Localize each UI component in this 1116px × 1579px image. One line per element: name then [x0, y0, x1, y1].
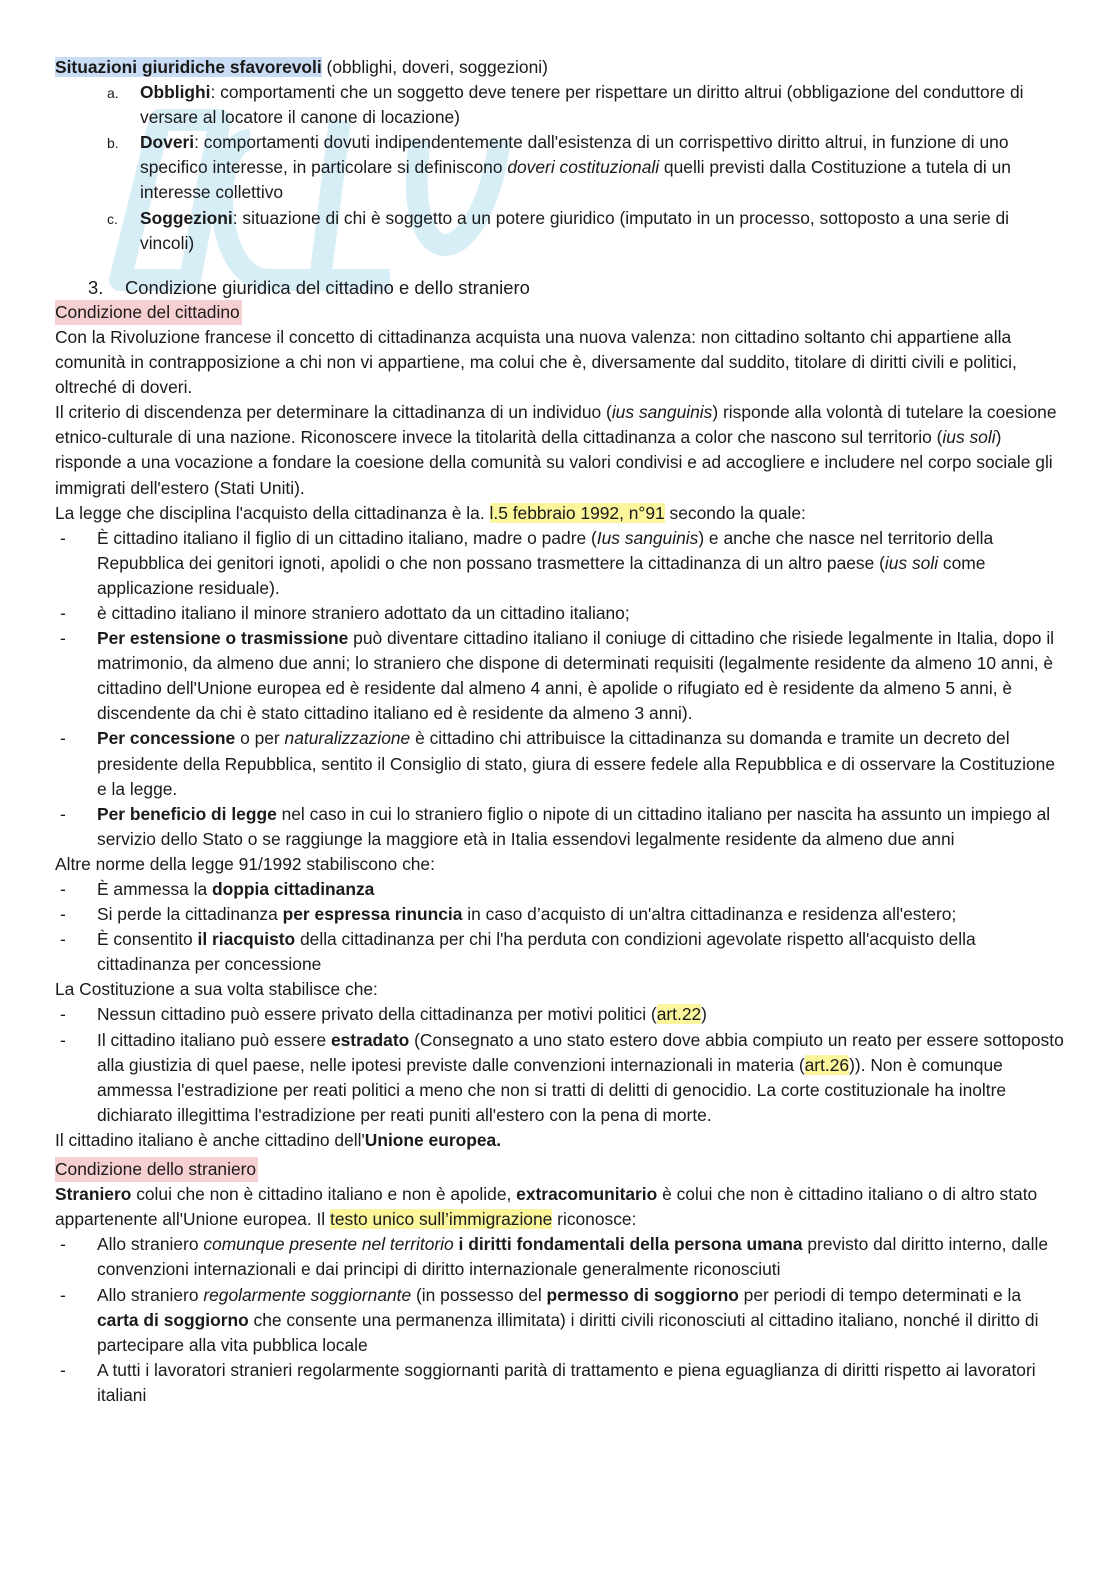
section-heading: 3. Condizione giuridica del cittadino e dello straniero [88, 276, 530, 298]
list-item: - È consentito il riacquisto della cittadinanza per chi l'ha perduta con condizioni agevolate rispetto all'acquisto della cittadinanza per concessione [60, 929, 976, 975]
paragraph: Con la Rivoluzione francese il concetto di cittadinanza acquista una nuova valenza: non cittadino soltanto chi appartiene alla comunità in contrapposizione a chi non vi appartiene, ma colui che è, diversamente dal suddito, titolare di diritti civili e politici, oltreché di doveri. [55, 326, 1017, 398]
paragraph: Il cittadino italiano è anche cittadino dell'Unione europea. [55, 1129, 502, 1150]
list-item: b. Doveri: comportamenti dovuti indipendentemente dall'esistenza di un corrispettivo diritto altrui, in funzione di uno specifico interesse, in particolare si definiscono doveri costituzionali quelli previsti dalla Costituzione a tutela di un interesse collettivo [107, 132, 1011, 203]
paragraph: Il criterio di discendenza per determinare la cittadinanza di un individuo (ius sanguinis) risponde alla volontà di tutelare la coesione etnico-culturale di una nazione. Riconoscere invece la titolarità della cittadinanza a color che nascono sul territorio (ius soli) risponde a una vocazione a fondare la coesione della comunità su valori condivisi e ad accogliere e includere nel corpo sociale gli immigrati dell'estero (Stati Uniti). [55, 402, 1057, 498]
straniero-list [55, 1232, 1065, 1408]
intro-title: Situazioni giuridiche sfavorevoli [55, 57, 322, 77]
list-item: - Per estensione o trasmissione può diventare cittadino italiano il coniuge di cittadino che risiede legalmente in Italia, dopo il matrimonio, da almeno due anni; lo straniero che dispone di determinati requisiti (legalmente residente da almeno 10 anni, è cittadino dell'Unione europea ed è residente dal almeno 4 anni, è apolide o rifugiato ed è residente da almeno 5 anni, è discendente da chi è stato cittadino italiano ed è residente da almeno 3 anni). [60, 628, 1055, 724]
list-item: - Allo straniero comunque presente nel territorio i diritti fondamentali della persona umana previsto dal diritto interno, dalle convenzioni internazionali e dai principi di diritto internazionale generalmente riconosciuti [60, 1234, 1049, 1280]
costituzione-list [55, 1002, 1065, 1127]
list-item: - Per beneficio di legge nel caso in cui lo straniero figlio o nipote di un cittadino italiano per nascita ha assunto un impiego al servizio dello Stato o se raggiunge la maggiore età in Italia essendovi legalmente residente da almeno due anni [60, 803, 1051, 849]
list-item: a. Obblighi: comportamenti che un soggetto deve tenere per rispettare un diritto altrui (obbligazione del conduttore di versare al locatore il canone di locazione) [107, 82, 1024, 128]
list-item: - A tutti i lavoratori stranieri regolarmente soggiornanti parità di trattamento e piena eguaglianza di diritti rispetto ai lavoratori italiani [60, 1359, 1036, 1405]
document-page [55, 55, 1065, 1408]
paragraph: La legge che disciplina l'acquisto della cittadinanza è la. l.5 febbraio 1992, n°91 secondo la quale: [55, 502, 806, 523]
paragraph: La Costituzione a sua volta stabilisce che: [55, 979, 378, 1000]
list-item: - è cittadino italiano il minore straniero adottato da un cittadino italiano; [60, 602, 630, 623]
list-item: - Nessun cittadino può essere privato della cittadinanza per motivi politici (art.22) [60, 1004, 707, 1025]
acquisto-list [55, 526, 1065, 852]
list-item: c. Soggezioni: situazione di chi è soggetto a un potere giuridico (imputato in un processo, sottoposto a una serie di vincoli) [107, 207, 1010, 253]
intro-title-line: Situazioni giuridiche sfavorevoli (obblighi, doveri, soggezioni) [55, 57, 548, 77]
list-item: - Per concessione o per naturalizzazione è cittadino chi attribuisce la cittadinanza su domanda e tramite un decreto del presidente della Repubblica, sentito il Consiglio di stato, giura di essere fedele alla Repubblica e di osservare la Costituzione e la legge. [60, 728, 1056, 799]
norme-list [55, 877, 1065, 977]
paragraph: Straniero colui che non è cittadino italiano e non è apolide, extracomunitario è colui che non è cittadino italiano o di altro stato appartenente all'Unione europea. Il testo unico sull’immigrazione riconosce: [55, 1184, 1038, 1230]
list-item: - Il cittadino italiano può essere estradato (Consegnato a uno stato estero dove abbia compiuto un reato per essere sottoposto alla giustizia di quel paese, nelle ipotesi previste dalle convenzioni internazionali in materia (art.26)). Non è comunque ammessa l'estradizione per reati politici a meno che non si tratti di delitti di genocidio. La corte costituzionale ha inoltre dichiarato illegittima l'estradizione per reati puniti all'estero con la pena di morte. [60, 1029, 1064, 1125]
straniero-heading: Condizione dello straniero [55, 1157, 258, 1182]
list-item: - È cittadino italiano il figlio di un cittadino italiano, madre o padre (Ius sanguinis) e anche che nasce nel territorio della Repubblica dei genitori ignoti, apolidi o che non possano trasmettere la cittadinanza di un altro paese (ius soli come applicazione residuale). [60, 527, 994, 598]
paragraph: Altre norme della legge 91/1992 stabiliscono che: [55, 853, 435, 874]
list-item: - Allo straniero regolarmente soggiornante (in possesso del permesso di soggiorno per periodi di tempo determinati e la carta di soggiorno che consente una permanenza illimitata) i diritti civili riconosciuti al cittadino italiano, nonché il diritto di partecipare alla vita pubblica locale [60, 1284, 1039, 1355]
list-item: - È ammessa la doppia cittadinanza [60, 879, 375, 899]
cittadino-heading: Condizione del cittadino [55, 300, 242, 325]
intro-list [55, 80, 1065, 256]
list-item: - Si perde la cittadinanza per espressa rinuncia in caso d’acquisto di un'altra cittadinanza e residenza all'estero; [60, 904, 957, 925]
